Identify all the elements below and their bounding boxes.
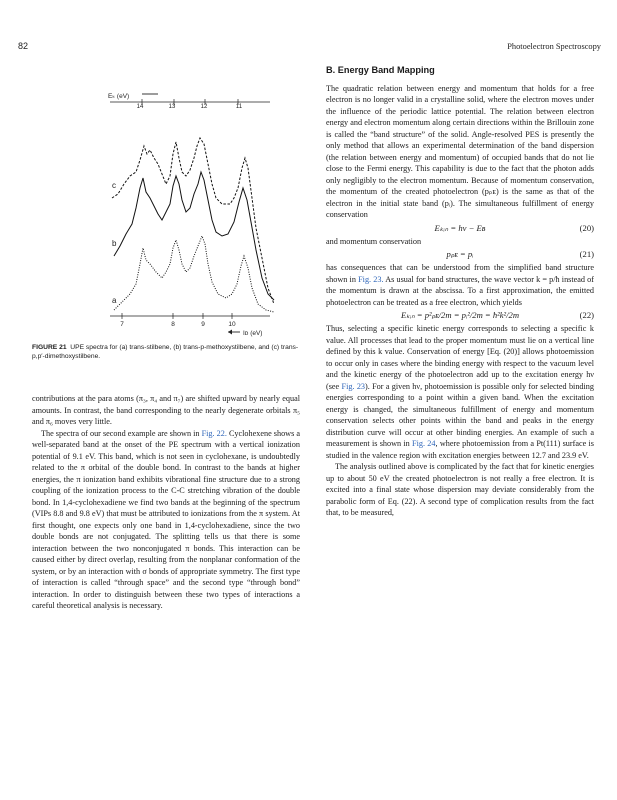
fig-23-link-2[interactable]: Fig. 23: [341, 381, 366, 391]
right-paragraph-5: The analysis outlined above is complicated by the fact that for kinetic energies up to about 50 eV the created photoelectron is not really a free electron. It is excited into a final state whose dispersion may deviate considerably from the parabolic form of Eq. (22). A second type of complication results from the fact that, to be measured,: [326, 462, 594, 517]
curve-label-a: a: [112, 296, 117, 305]
running-title: Photoelectron Spectroscopy: [507, 42, 601, 51]
left-column: [32, 393, 300, 612]
curve-label-c: c: [112, 181, 116, 190]
equation-22: Eₖᵢₙ = p²ₚᴇ/2m = pᵢ²/2m = ħ²k²/2m (22): [400, 310, 594, 320]
section-heading: B. Energy Band Mapping: [326, 65, 435, 75]
right-paragraph-1: The quadratic relation between energy and momentum that holds for a free electron is no longer valid in a crystalline solid, where the electron moves under the influence of the periodic lattice potential. The relation between electron energy and electron momentum along certain directions within the Brillouin zone is called the “band structure” of the solid. Angle-resolved PES is presently the only method that allows an experimental determination of the band dispersion (the relation between energy and momentum) of occupied bands that do not lie close to the Fermi energy. This capability is due to the fact that the photon adds only negligibly to the electron momentum. Because of momentum conservation, the momentum of the created photoelectron (pₚᴇ) is the same as that of the electron in the initial state band (pᵢ). The simultaneous fulfillment of energy conservation: [326, 83, 594, 219]
top-tick-13: 13: [168, 104, 176, 110]
fig-22-link[interactable]: Fig. 22.: [201, 428, 227, 438]
equation-20: Eₖᵢₙ = hν − Eʙ (20): [434, 222, 594, 233]
bottom-tick-7: 7: [120, 321, 124, 328]
figure-caption: [32, 343, 300, 361]
left-paragraph-2: The spectra of our second example are shown in Fig. 22. Cyclohexene shows a well-separated band at the onset of the PE spectrum with a vertical ionization potential of 9.1 eV. This band, which is not seen in cyclohexane, is undoubtedly related to the π orbital of the double bond. In contrast to the bands at higher energies, the π ionization band exhibits vibrational fine structure due to a strong coupling of the ionization process to the C-C stretching vibration of the double bond. In 1,4-cyclohexadiene we find two bands at the beginning of the spectrum (VIPs 8.8 and 9.8 eV) that must be attributed to ionizations from the π system. At first thought, one expects only one band in 1,4-cyclohexadiene, since the two double bonds are not conjugated. The splitting tells us that there is some interaction between the two nonconjugated π bonds. This interaction can be caused either by direct overlap, resulting from the nonplanar conformation of the system, or by an interaction with σ bonds of appropriate symmetry. The first type of interaction is called “through space” and the second type “through bond” interaction. In order to distinguish between these two types of interactions a careful theoretical analysis is necessary.: [32, 428, 300, 610]
caption-label: FIGURE 21: [32, 344, 67, 351]
right-column: [326, 65, 594, 519]
bottom-tick-8: 8: [171, 321, 175, 328]
right-paragraph-2: and momentum conservation: [326, 236, 422, 246]
bottom-axis-label: Iᴅ (eV): [243, 330, 263, 337]
top-tick-14: 14: [136, 104, 144, 110]
top-axis-label: Eₖ (eV): [108, 93, 130, 100]
caption-text: UPE spectra for (a) trans-stilbene, (b) trans-p-methoxystilbene, and (c) trans-p,p′-dimethoxystilbene.: [32, 344, 299, 360]
right-paragraph-3: has consequences that can be understood from the simplified band structure shown in Fig. 23. As usual for band structures, the wave vector k = p/ħ instead of the momentum is drawn at the abscissa. To a first approximation, the emitted photoelectron can be treated as a free electron, which yields: [326, 263, 594, 307]
right-paragraph-4: Thus, selecting a specific kinetic energy corresponds to selecting a specific k value. All processes that lead to the proper momentum must lie on a vertical line defined by this k value. Conservation of energy [Eq. (20)] allows photoemission to occur only in cases where the binding energy with respect to the vacuum level and the kinetic energy of the photoelectron add up to the excitation energy hν (see Fig. 23). For a given hν, photoemission is possible only for selected binding energies corresponding to a point within a given band. When the excitation energy is changed, the simultaneous fulfillment of energy and momentum conservation selects other points within the band and peaks in the energy distribution curve will occur at other binding energies. An example of such a measurement is shown in Fig. 24, where photoemission from a Pt(111) surface is studied in the valence region with excitation energies between 12.7 and 23.9 eV.: [326, 324, 594, 460]
spectra-plot: [100, 88, 290, 338]
spectrum-curve-b: [114, 172, 274, 300]
spectrum-curve-a: [114, 236, 274, 312]
left-paragraph-1: contributions at the para atoms (π₃, π₄ and π₇) are shifted upward by nearly equal amounts. In contrast, the band corresponding to the nearly degenerate orbitals π₅ and π₆ moves very little.: [32, 394, 300, 426]
bottom-tick-10: 10: [228, 321, 236, 328]
bottom-tick-9: 9: [201, 321, 205, 328]
top-tick-11: 11: [235, 104, 243, 110]
curve-label-b: b: [112, 239, 117, 248]
figure-21: [100, 88, 290, 338]
fig-23-link[interactable]: Fig. 23.: [358, 274, 384, 284]
fig-24-link[interactable]: Fig. 24: [412, 439, 436, 448]
page-number: 82: [18, 41, 29, 51]
top-tick-12: 12: [200, 104, 208, 110]
spectrum-curve-c: [112, 138, 274, 304]
equation-21: pₚᴇ = pᵢ (21): [446, 249, 594, 259]
